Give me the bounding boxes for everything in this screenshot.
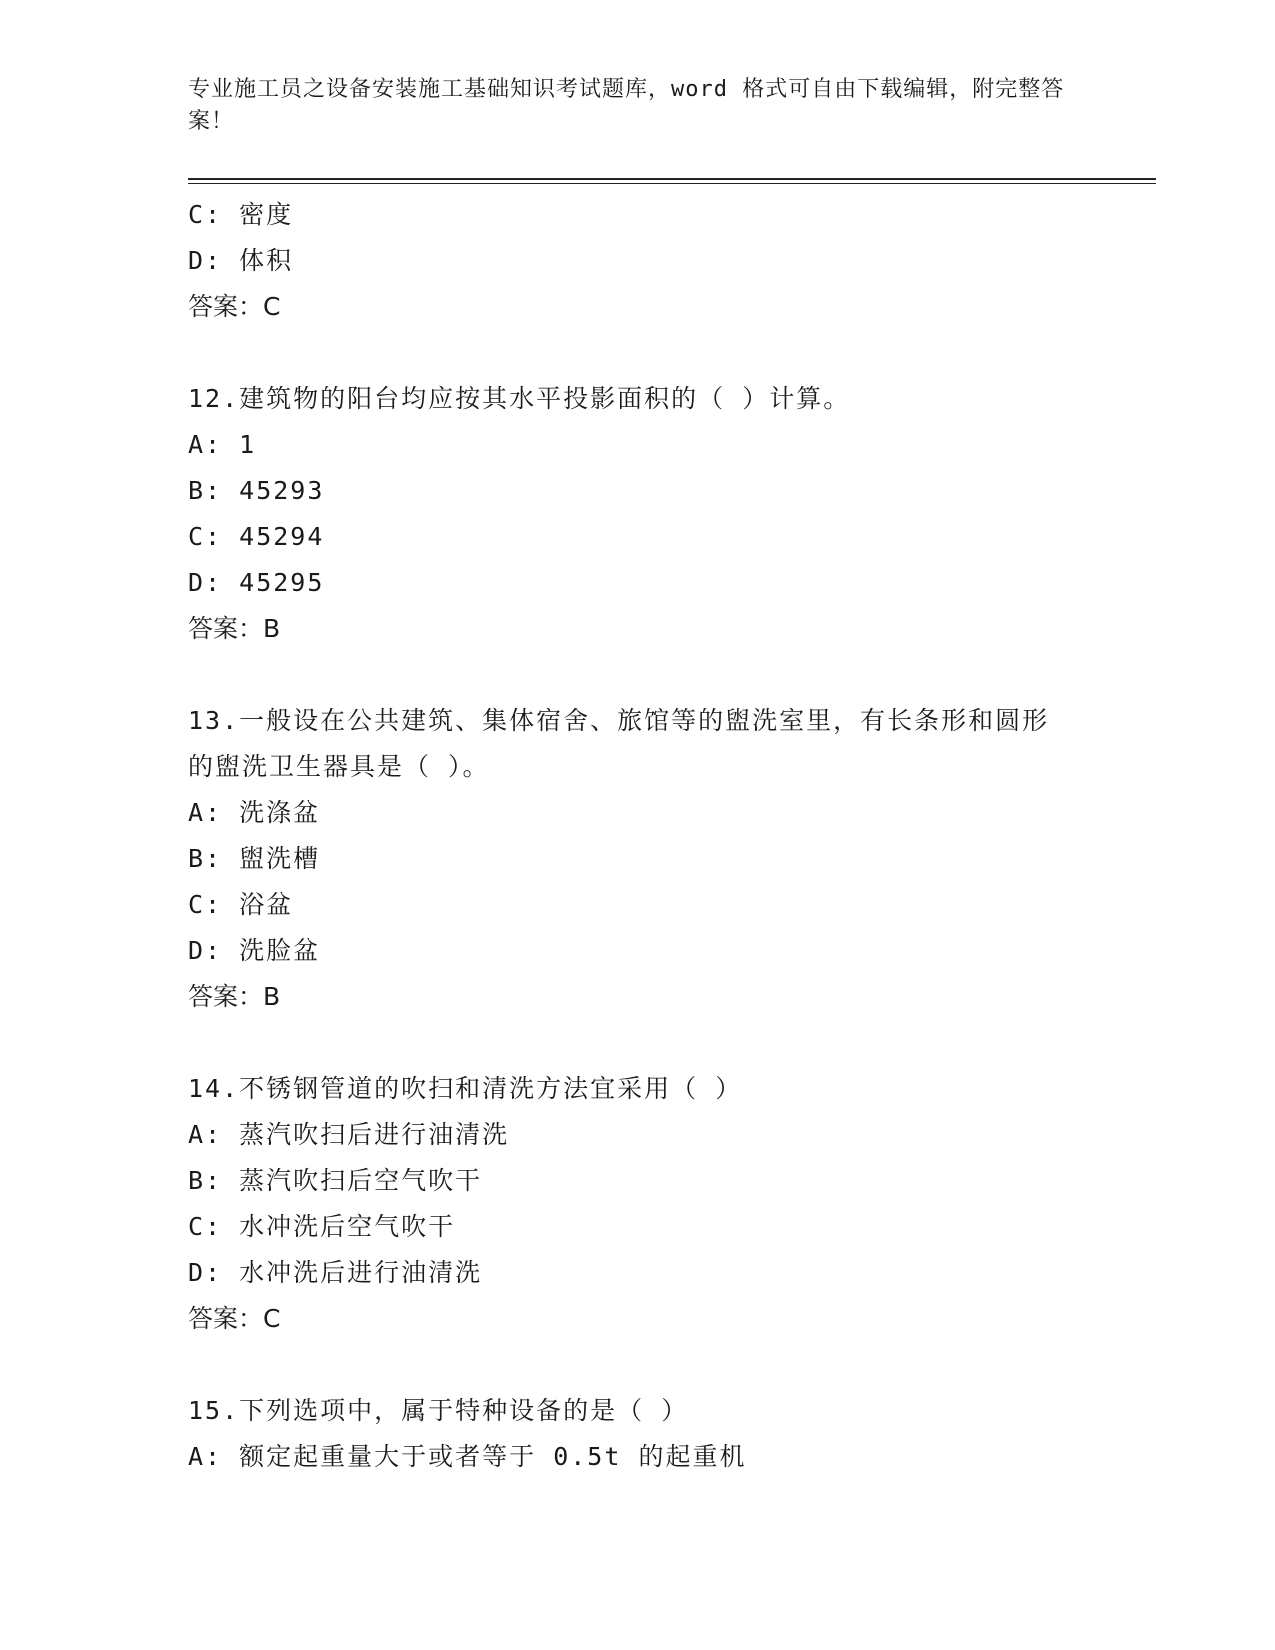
question-text: 15.下列选项中，属于特种设备的是（ ） (188, 1396, 689, 1425)
answer: 答案：C (188, 292, 281, 321)
answer: 答案：C (188, 1304, 281, 1333)
option-b: B: 盥洗槽 (188, 844, 321, 873)
header-divider-thick (188, 178, 1156, 180)
option-a: A: 蒸汽吹扫后进行油清洗 (188, 1120, 510, 1149)
header-divider-thin (188, 183, 1156, 184)
question-15 (188, 1388, 1088, 1480)
spacer (188, 330, 1088, 376)
option-b: B: 蒸汽吹扫后空气吹干 (188, 1166, 483, 1195)
option-d: D: 45295 (188, 568, 325, 597)
spacer (188, 652, 1088, 698)
question-11-tail (188, 192, 1088, 330)
question-text: 13.一般设在公共建筑、集体宿舍、旅馆等的盥洗室里，有长条形和圆形的盥洗卫生器具是（ ）。 (188, 706, 1050, 781)
spacer (188, 1342, 1088, 1388)
option-d: D: 水冲洗后进行油清洗 (188, 1258, 483, 1287)
option-a: A: 1 (188, 430, 257, 459)
option-d: D: 体积 (188, 246, 294, 275)
question-list (188, 192, 1088, 1480)
option-b: B: 45293 (188, 476, 325, 505)
spacer (188, 1020, 1088, 1066)
option-c: C: 45294 (188, 522, 325, 551)
answer: 答案：B (188, 614, 281, 643)
option-c: C: 水冲洗后空气吹干 (188, 1212, 456, 1241)
page-header: 专业施工员之设备安装施工基础知识考试题库，word 格式可自由下载编辑，附完整答案！ (188, 77, 1065, 134)
option-c: C: 密度 (188, 200, 294, 229)
question-text: 12.建筑物的阳台均应按其水平投影面积的（ ）计算。 (188, 384, 851, 413)
question-text: 14.不锈钢管道的吹扫和清洗方法宜采用（ ） (188, 1074, 743, 1103)
question-13 (188, 698, 1088, 1020)
answer: 答案：B (188, 982, 281, 1011)
option-c: C: 浴盆 (188, 890, 294, 919)
option-a: A: 洗涤盆 (188, 798, 321, 827)
question-12 (188, 376, 1088, 652)
option-a: A: 额定起重量大于或者等于 0.5t 的起重机 (188, 1442, 747, 1471)
question-14 (188, 1066, 1088, 1342)
option-d: D: 洗脸盆 (188, 936, 321, 965)
